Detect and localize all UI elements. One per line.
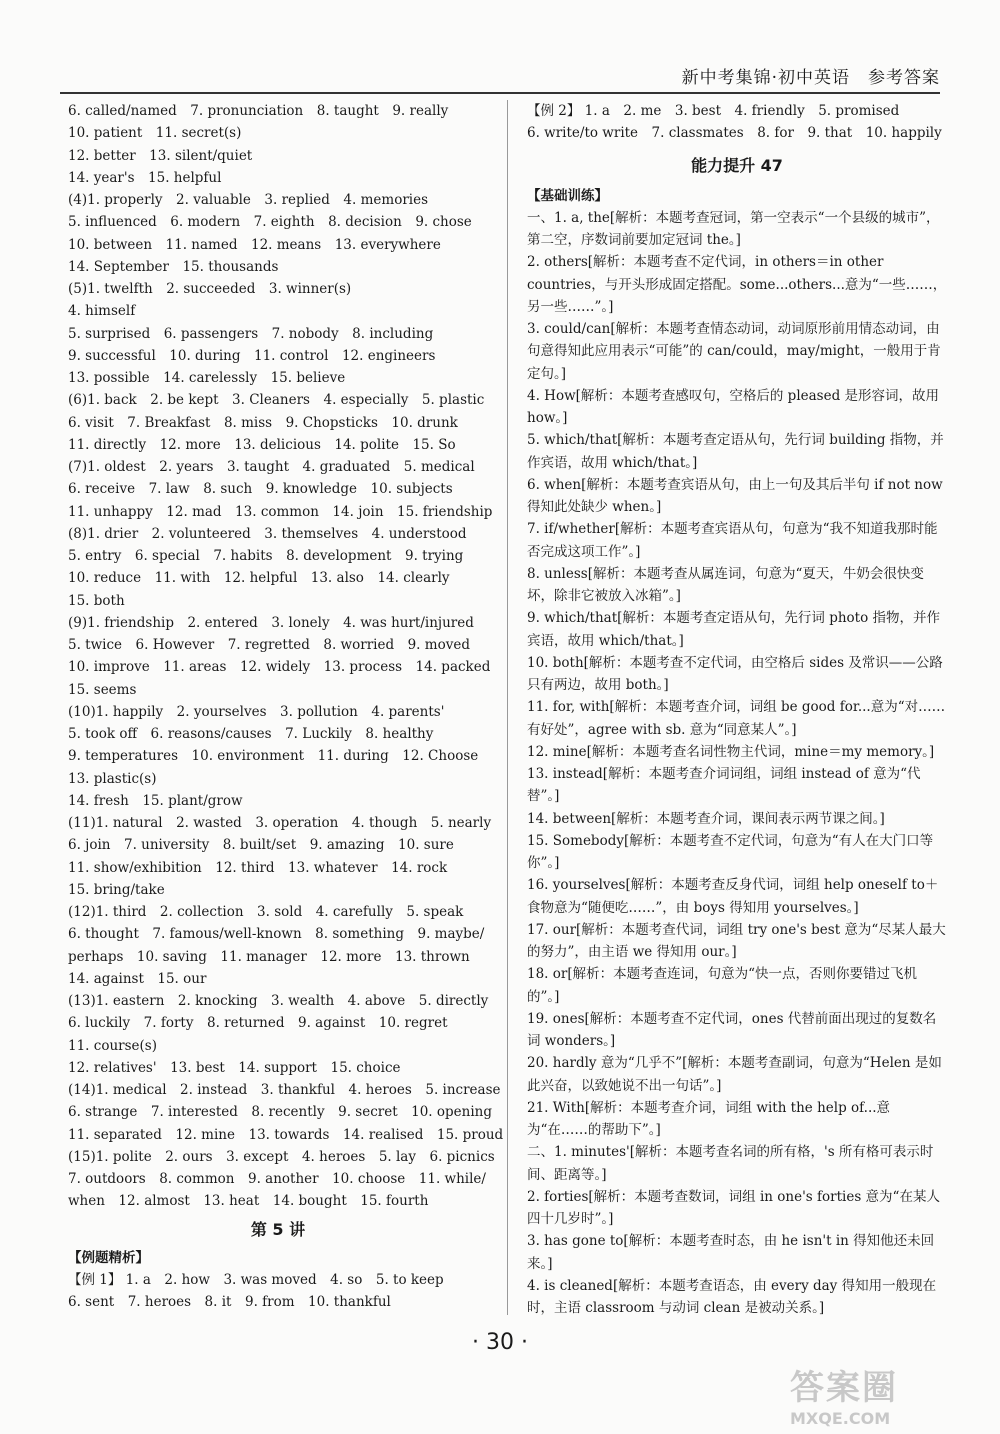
answer-line: 5. influenced 6. modern 7. eighth 8. decision 9. chose [68,214,472,231]
explained-answer-item: 14. between[解析：本题考查介词，课间表示两节课之间。] [527,810,885,827]
right-column [527,100,947,1319]
example-analysis-heading: 【例题精析】 [68,1249,149,1266]
explained-answer-item: 10. both[解析：本题考查不定代词，由空格后 sides 及常识——公路只有两边，故用 both。] [527,654,943,693]
left-column [68,100,504,1313]
answer-line: 5. entry 6. special 7. habits 8. development 9. trying [68,548,464,564]
explained-answer-item: 8. unless[解析：本题考查从属连词，句意为“夏天，牛奶会很快变坏，除非它被放入冰箱”。] [527,565,924,604]
answer-line: 13. plastic(s) [68,770,157,787]
answer-line: 15. bring/take [68,881,165,898]
answer-line: 6. called/named 7. pronunciation 8. taught 9. really [68,103,449,119]
basic-training-heading: 【基础训练】 [527,187,608,204]
explained-answer-item: 16. yourselves[解析：本题考查反身代词，词组 help oneself to＋食物意为“随便吃……”，由 boys 得知用 yourselves。] [527,877,939,916]
answer-line: 9. temperatures 10. environment 11. during 12. Choose [68,748,479,765]
answer-line: 15. both [68,592,125,609]
answer-line: 6. visit 7. Breakfast 8. miss 9. Chopsticks 10. drunk [68,414,458,431]
answer-line: 4. himself [68,303,136,320]
explained-answer-item: 13. instead[解析：本题考查介词词组，词组 instead of 意为“代替”。] [527,766,921,805]
answer-line: 12. relatives' 13. best 14. support 15. choice [68,1059,401,1076]
answer-line: 11. unhappy 12. mad 13. common 14. join 15. friendship [68,503,493,520]
explained-answer-item: 9. which/that[解析：本题考查定语从句，先行词 photo 指物，并作宾语，故用 which/that。] [527,610,941,649]
answer-line: 14. year's 15. helpful [68,169,222,186]
answer-line: (13)1. eastern 2. knocking 3. wealth 4. above 5. directly [68,993,489,1009]
explained-answer-item: 5. which/that[解析：本题考查定语从句，先行词 building 指物，并作宾语，故用 which/that。] [527,432,944,471]
example-answer-lines [68,1269,488,1314]
answer-line: 11. course(s) [68,1037,157,1054]
answer-line: 【例 2】 1. a 2. me 3. best 4. friendly 5. promised [527,103,900,119]
explained-answer-item: 18. or[解析：本题考查连词，句意为“快一点，否则你要错过飞机的”。] [527,966,918,1005]
explained-answer-item: 20. hardly 意为“几乎不”[解析：本题考查副词，句意为“Helen 是如此兴奋，以致她说不出一句话”。] [527,1055,942,1094]
answer-line: 6. write/to write 7. classmates 8. for 9. that 10. happily [527,125,942,142]
answer-line: (11)1. natural 2. wasted 3. operation 4. though 5. nearly [68,815,492,831]
answer-line: 10. between 11. named 12. means 13. everywhere [68,236,441,253]
watermark-main: 答案圈 [790,1368,898,1408]
answer-line: when 12. almost 13. heat 14. bought 15. fourth [68,1193,429,1210]
answer-line: 10. patient 11. secret(s) [68,125,242,142]
answer-line: (14)1. medical 2. instead 3. thankful 4. heroes 5. increase [68,1082,501,1098]
answer-line: (12)1. third 2. collection 3. sold 4. carefully 5. speak [68,904,464,920]
answer-line: 14. fresh 15. plant/grow [68,792,243,809]
answer-line: perhaps 10. saving 11. manager 12. more 13. thrown [68,948,470,965]
answer-line: (10)1. happily 2. yourselves 3. pollution 4. parents' [68,703,445,720]
left-answer-lines [68,100,504,1213]
explained-answer-item: 3. has gone to[解析：本题考查时态，由 he isn't in 得知他还未回来。] [527,1233,935,1272]
answer-line: 12. better 13. silent/quiet [68,147,253,164]
answer-line: 6. receive 7. law 8. such 9. knowledge 10. subjects [68,481,453,498]
answer-line: 【例 1】 1. a 2. how 3. was moved 4. so 5. to keep [68,1271,444,1288]
explained-answer-item: 4. How[解析：本题考查感叹句，空格后的 pleased 是形容词，故用 how。] [527,387,940,426]
page-header [60,58,940,94]
answer-line: 13. possible 14. carelessly 15. believe [68,370,346,386]
watermark-logo [790,1360,970,1428]
answer-line: 11. show/exhibition 12. third 13. whatever 14. rock [68,859,448,876]
explained-answer-item: 12. mine[解析：本题考查名词性物主代词，mine＝my memory。] [527,743,935,760]
explained-answer-item: 17. our[解析：本题考查代词，词组 try one's best 意为“尽某人最大的努力”，由主语 we 得知用 our。] [527,921,946,960]
explained-answers [527,207,947,1320]
column-divider [507,100,508,1315]
answer-line: 14. against 15. our [68,970,207,987]
header-title: 新中考集锦·初中英语 参考答案 [681,68,940,88]
answer-line: 15. seems [68,681,137,698]
answer-line: (15)1. polite 2. ours 3. except 4. heroes 5. lay 6. picnics [68,1148,495,1165]
answer-line: 7. outdoors 8. common 9. another 10. choose 11. while/ [68,1171,486,1187]
explained-answer-item: 11. for, with[解析：本题考查介词，词组 be good for...意为“对……有好处”，agree with sb. 意为“同意某人”。] [527,699,946,738]
explained-answer-item: 21. With[解析：本题考查介词，词组 with the help of...意为“在……的帮助下”。] [527,1099,891,1138]
answer-line: 6. join 7. university 8. built/set 9. amazing 10. sure [68,837,454,854]
explained-answer-item: 7. if/whether[解析：本题考查宾语从句，句意为“我不知道我那时能否完成这项工作”。] [527,521,938,560]
lecture-title: 第 5 讲 [250,1219,306,1239]
answer-line: 6. strange 7. interested 8. recently 9. secret 10. opening [68,1104,492,1121]
explained-answer-item: 19. ones[解析：本题考查不定代词，ones 代替前面出现过的复数名词 wonders。] [527,1010,937,1049]
answer-line: (9)1. friendship 2. entered 3. lonely 4. was hurt/injured [68,614,474,631]
answer-line: (5)1. twelfth 2. succeeded 3. winner(s) [68,281,352,297]
example2-answer-lines [527,100,947,145]
answer-line: 5. twice 6. However 7. regretted 8. worried 9. moved [68,637,470,653]
ability-title: 能力提升 47 [691,155,783,175]
explained-answer-item: 15. Somebody[解析：本题考查不定代词，句意为“有人在大门口等你”。] [527,832,934,871]
explained-answer-item: 一、1. a, the[解析：本题考查冠词，第一空表示“一个县级的城市”，第二空，序数词前要加定冠词 the。] [527,209,940,248]
answer-line: (6)1. back 2. be kept 3. Cleaners 4. especially 5. plastic [68,392,485,409]
explained-answer-item: 6. when[解析：本题考查宾语从句，由上一句及其后半句 if not now 得知此处缺少 when。] [527,476,943,515]
answer-line: (7)1. oldest 2. years 3. taught 4. graduated 5. medical [68,459,475,475]
explained-answer-item: 4. is cleaned[解析：本题考查语态，由 every day 得知用一般现在时，主语 classroom 与动词 clean 是被动关系。] [527,1277,937,1316]
answer-line: (8)1. drier 2. volunteered 3. themselves 4. understood [68,525,467,542]
answer-line: 9. successful 10. during 11. control 12. engineers [68,347,436,364]
answer-line: 5. took off 6. reasons/causes 7. Luckily 8. healthy [68,726,434,742]
answer-line: 11. directly 12. more 13. delicious 14. polite 15. So [68,436,456,453]
answer-line: (4)1. properly 2. valuable 3. replied 4. memories [68,192,429,208]
explained-answer-item: 二、1. minutes'[解析：本题考查名词的所有格，'s 所有格可表示时间、距离等。] [527,1144,934,1183]
answer-line: 14. September 15. thousands [68,258,279,275]
answer-line: 6. thought 7. famous/well-known 8. something 9. maybe/ [68,926,485,943]
answer-line: 6. luckily 7. forty 8. returned 9. against 10. regret [68,1015,448,1032]
answer-line: 10. improve 11. areas 12. widely 13. process 14. packed [68,659,491,676]
page-number: · 30 · [472,1330,528,1355]
answer-line: 10. reduce 11. with 12. helpful 13. also 14. clearly [68,570,450,587]
explained-answer-item: 2. forties[解析：本题考查数词，词组 in one's forties 意为“在某人四十几岁时”。] [527,1188,940,1227]
watermark-url: MXQE.COM [790,1409,891,1428]
explained-answer-item: 2. others[解析：本题考查不定代词，in others＝in other countries，与开头形成固定搭配。some...others...意为“一些……，另一些……”。] [527,254,947,315]
explained-answer-item: 3. could/can[解析：本题考查情态动词，动词原形前用情态动词，由句意得知此应用表示“可能”的 can/could，may/might，一般用于肯定句。] [527,321,941,382]
answer-line: 5. surprised 6. passengers 7. nobody 8. including [68,325,434,342]
answer-line: 6. sent 7. heroes 8. it 9. from 10. thankful [68,1294,391,1310]
answer-line: 11. separated 12. mine 13. towards 14. realised 15. proud [68,1126,504,1143]
